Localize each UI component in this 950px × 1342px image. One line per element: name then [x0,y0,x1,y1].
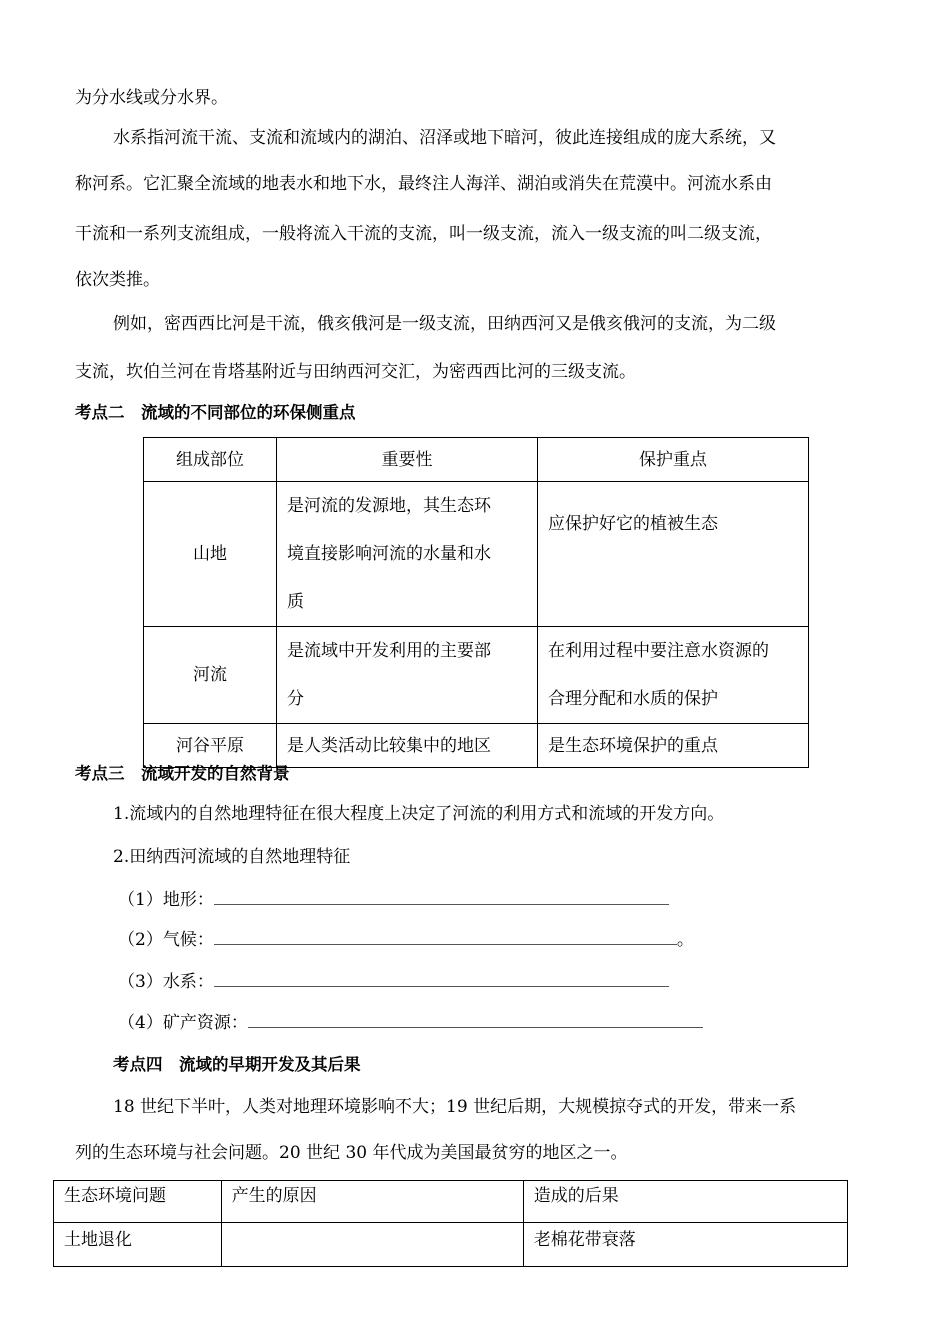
fill-label: （3）水系： [118,972,214,992]
table-header-cell: 产生的原因 [221,1181,523,1223]
table-cell [538,627,809,724]
table-header-cell: 组成部位 [144,438,277,482]
answer-blank[interactable] [248,1011,703,1028]
cell-line: 境直接影响河流的水量和水 [287,544,491,564]
paragraph-line: 为分水线或分水界。 [75,88,228,108]
cell-line: 是河流的发源地，其生态环 [287,496,491,516]
fill-end: 。 [676,930,694,950]
table-cell [538,482,809,627]
fill-label: （2）气候： [118,930,214,950]
table-row [54,1223,848,1267]
fill-in-line [118,1011,703,1035]
section-heading: 考点三 流域开发的自然背景 [75,764,290,783]
fill-label: （1）地形： [118,890,214,910]
paragraph-line: 干流和一系列支流组成，一般将流入干流的支流，叫一级支流，流入一级支流的叫二级支流， [75,224,772,244]
paragraph-line: 水系指河流干流、支流和流域内的湖泊、沼泽或地下暗河，彼此连接组成的庞大系统，又 [113,128,776,148]
table-cell: 土地退化 [54,1223,222,1267]
paragraph-line: 支流，坎伯兰河在肯塔基附近与田纳西河交汇，为密西西比河的三级支流。 [75,362,636,382]
cell-line: 合理分配和水质的保护 [548,689,718,709]
list-item: 2.田纳西河流域的自然地理特征 [113,847,351,867]
table-row [144,482,809,627]
fill-in-line [118,970,669,994]
answer-blank[interactable] [214,970,669,987]
table-row [144,724,809,768]
section-heading: 考点二 流域的不同部位的环保侧重点 [75,403,356,422]
paragraph-line: 18 世纪下半叶，人类对地理环境影响不大；19 世纪后期，大规模掠夺式的开发，带来一系 [113,1097,797,1117]
table-header-cell: 保护重点 [538,438,809,482]
answer-blank[interactable] [214,888,669,905]
paragraph-line: 依次类推。 [75,270,160,290]
paragraph-line: 列的生态环境与社会问题。20 世纪 30 年代成为美国最贫穷的地区之一。 [75,1143,628,1163]
problems-table [53,1180,848,1267]
table-header-cell: 生态环境问题 [54,1181,222,1223]
fill-in-line [118,888,669,912]
table-cell: 老棉花带衰落 [523,1223,847,1267]
cell-line: 分 [287,689,304,709]
paragraph-line: 例如，密西西比河是干流，俄亥俄河是一级支流，田纳西河又是俄亥俄河的支流，为二级 [113,314,776,334]
cell-line: 质 [287,592,304,612]
answer-blank[interactable] [214,928,677,945]
table-row [144,627,809,724]
table-header-cell: 重要性 [277,438,538,482]
table-cell [277,627,538,724]
list-item: 1.流域内的自然地理特征在很大程度上决定了河流的利用方式和流域的开发方向。 [113,804,725,824]
fill-label: （4）矿产资源： [118,1013,248,1033]
protection-table [143,437,809,768]
table-cell [277,482,538,627]
table-cell: 河流 [144,627,277,724]
table-cell: 河谷平原 [144,724,277,768]
table-cell: 是生态环境保护的重点 [538,724,809,768]
paragraph-line: 称河系。它汇聚全流域的地表水和地下水，最终注人海洋、湖泊或消失在荒漠中。河流水系由 [75,174,772,194]
table-cell: 山地 [144,482,277,627]
table-header-cell: 造成的后果 [523,1181,847,1223]
section-heading: 考点四 流域的早期开发及其后果 [113,1055,361,1074]
cell-line: 在利用过程中要注意水资源的 [548,641,769,661]
table-header-row [144,438,809,482]
cell-line: 是流域中开发利用的主要部 [287,641,491,661]
table-cell: 是人类活动比较集中的地区 [277,724,538,768]
table-header-row [54,1181,848,1223]
cell-line: 应保护好它的植被生态 [548,514,718,534]
table-cell [221,1223,523,1267]
fill-in-line [118,928,694,952]
